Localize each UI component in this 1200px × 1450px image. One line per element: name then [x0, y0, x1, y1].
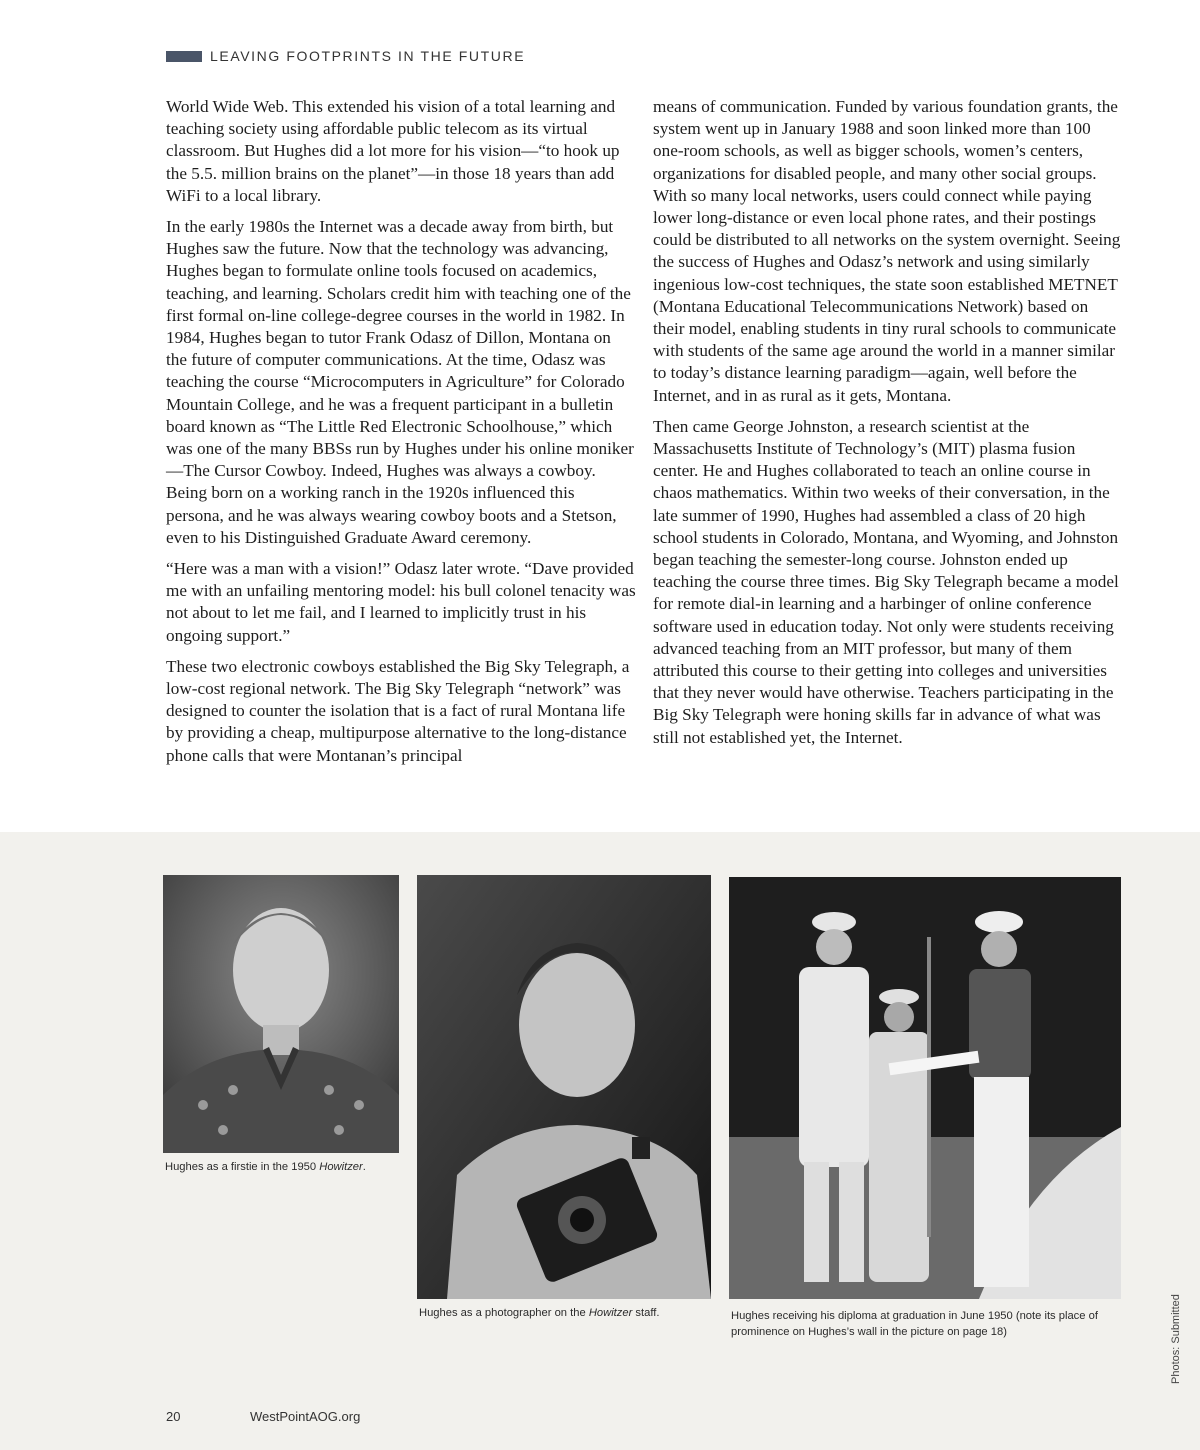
photo-credit: Photos: Submitted — [1170, 1294, 1182, 1384]
paragraph: Then came George Johnston, a research scientist at the Massachusetts Institute of Technology’s (MIT) plasma fusion center. He and Hughes collaborated to teach an online course in chaos mathematics. Within two weeks of their conversation, in the late summer of 1990, Hughes had assembled a class of 20 high school students in Colorado, Montana, and Wyoming, and Johnston began teaching the semester-long course. Johnston ended up teaching the course three times. Big Sky Telegraph became a model for remote dial-in learning and a harbinger of online conference software used in education today. Not only were students receiving advanced teaching from an MIT professor, but many of them attributed this course to their getting into colleges and universities that they never would have otherwise. Teachers participating in the Big Sky Telegraph were honing skills far in advance of what was still not established yet, the Internet. — [653, 416, 1119, 747]
article-column-right — [653, 96, 1123, 758]
caption-text: . — [362, 1161, 366, 1173]
site-url: WestPointAOG.org — [250, 1409, 361, 1424]
paragraph: These two electronic cowboys established the Big Sky Telegraph, a low-cost regional network. The Big Sky Telegraph “network” was designed to counter the isolation that is a fact of rural Montana life by providing a cheap, multipurpose alternative to the long-distance phone calls that were Montanan’s principal — [166, 656, 630, 765]
caption-italic: Howitzer — [319, 1161, 363, 1173]
photographer-photo — [417, 875, 711, 1299]
header-accent-bar — [166, 51, 202, 62]
caption-text: staff. — [632, 1307, 660, 1319]
cadet-portrait-photo — [163, 875, 399, 1153]
caption-text: Hughes as a firstie in the 1950 — [165, 1161, 320, 1173]
paragraph: means of communication. Funded by various foundation grants, the system went up in January 1988 and soon linked more than 100 one-room schools, as well as bigger schools, women’s centers, organizations for disabled people, and many other social groups. With so many local networks, users could connect while paying lower long-distance or even local phone rates, and their postings could be distributed to all networks on the system overnight. Seeing the success of Hughes and Odasz’s network and using similarly ingenious low-cost techniques, the state soon established METNET (Montana Educational Telecommunications Network) based on their model, enabling students in tiny rural schools to communicate with students of the same age around the world in a manner similar to today’s distance learning paradigm—again, well before the Internet, and in as rural as it gets, Montana. — [653, 97, 1121, 405]
caption-photo-2 — [419, 1306, 719, 1322]
page-number: 20 — [166, 1409, 181, 1424]
paragraph: In the early 1980s the Internet was a decade away from birth, but Hughes saw the future. Now that the technology was advancing, Hughes began to formulate online tools focused on academics, teaching, and learning. Scholars credit him with teaching one of the first formal on-line college-degree courses in the world in 1982. In 1984, Hughes began to tutor Frank Odasz of Dillon, Montana on the future of computer communications. At the time, Odasz was teaching the course “Microcomputers in Agriculture” for Colorado Mountain College, and he was a frequent participant in a bulletin board known as “The Little Red Electronic Schoolhouse,” which was one of the many BBSs run by Hughes under his online moniker—The Cursor Cowboy. Indeed, Hughes was always a cowboy. Being born on a working ranch in the 1920s influenced this persona, and he was always wearing cowboy boots and a Stetson, even to his Distinguished Graduate Award ceremony. — [166, 217, 634, 547]
running-header — [166, 46, 525, 66]
paragraph: “Here was a man with a vision!” Odasz later wrote. “Dave provided me with an unfailing mentoring model: his bull colonel tenacity was not about to let me fail, and I learned to implicitly trust in his ongoing support.” — [166, 559, 636, 645]
caption-italic: Howitzer — [588, 1307, 633, 1319]
caption-text: Hughes as a photographer on the — [419, 1307, 589, 1319]
graduation-diploma-photo — [729, 877, 1121, 1299]
caption-photo-3: Hughes receiving his diploma at graduation in June 1950 (note its place of prominence on Hughes’s wall in the picture on page 18) — [731, 1310, 1098, 1338]
paragraph: World Wide Web. This extended his vision of a total learning and teaching society using affordable public telecom as its virtual classroom. But Hughes did a lot more for his vision—“to hook up the 5.5. million brains on the planet”—in those 18 years than add WiFi to a local library. — [166, 97, 620, 205]
caption-photo-1 — [165, 1160, 405, 1176]
header-title: LEAVING FOOTPRINTS IN THE FUTURE — [210, 48, 526, 64]
article-column-left — [166, 96, 636, 776]
